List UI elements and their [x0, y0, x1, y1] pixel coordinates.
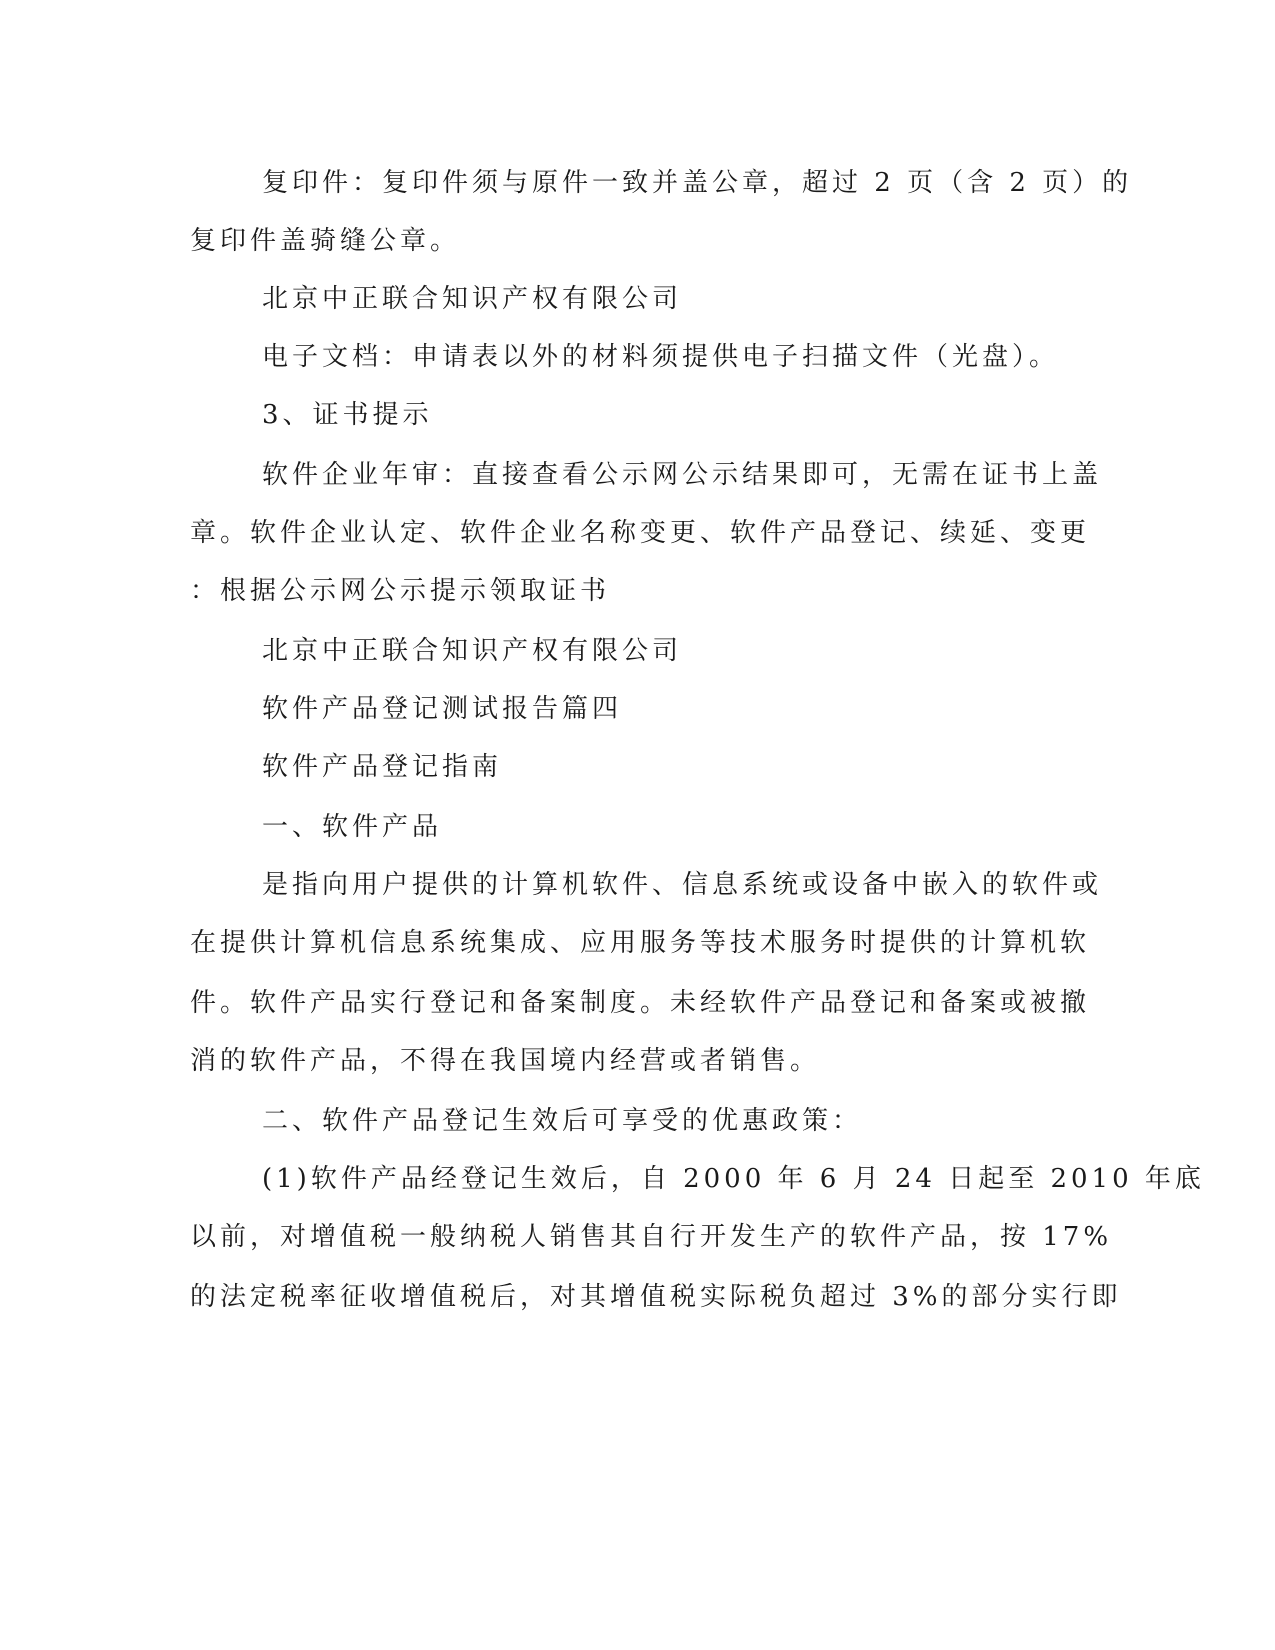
section-heading: 3、证书提示: [262, 400, 433, 430]
paragraph-line: 软件企业年审：直接查看公示网公示结果即可，无需在证书上盖: [262, 460, 1103, 490]
paragraph-line: (1)软件产品经登记生效后，自 2000 年 6 月 24 日起至 2010 年底: [262, 1164, 1205, 1194]
section-heading: 二、软件产品登记生效后可享受的优惠政策：: [262, 1106, 863, 1136]
paragraph-line: 在提供计算机信息系统集成、应用服务等技术服务时提供的计算机软: [190, 928, 1091, 958]
company-name: 北京中正联合知识产权有限公司: [262, 284, 683, 314]
paragraph-line: 是指向用户提供的计算机软件、信息系统或设备中嵌入的软件或: [262, 870, 1103, 900]
section-heading: 一、软件产品: [262, 812, 443, 842]
paragraph-line: ：根据公示网公示提示领取证书: [190, 576, 611, 606]
paragraph-line: 以前，对增值税一般纳税人销售其自行开发生产的软件产品，按 17%: [190, 1222, 1113, 1252]
company-name: 北京中正联合知识产权有限公司: [262, 636, 683, 666]
paragraph-line: 复印件盖骑缝公章。: [190, 226, 461, 256]
paragraph-line: 消的软件产品，不得在我国境内经营或者销售。: [190, 1046, 821, 1076]
paragraph-line: 的法定税率征收增值税后，对其增值税实际税负超过 3%的部分实行即: [190, 1282, 1122, 1312]
paragraph-line: 电子文档：申请表以外的材料须提供电子扫描文件（光盘）。: [262, 342, 1060, 372]
paragraph-line: 件。软件产品实行登记和备案制度。未经软件产品登记和备案或被撤: [190, 988, 1091, 1018]
paragraph-line: 章。软件企业认定、软件企业名称变更、软件产品登记、续延、变更: [190, 518, 1091, 548]
section-title: 软件产品登记测试报告篇四: [262, 694, 623, 724]
paragraph-line: 复印件：复印件须与原件一致并盖公章，超过 2 页（含 2 页）的: [262, 168, 1133, 198]
section-title: 软件产品登记指南: [262, 752, 503, 782]
